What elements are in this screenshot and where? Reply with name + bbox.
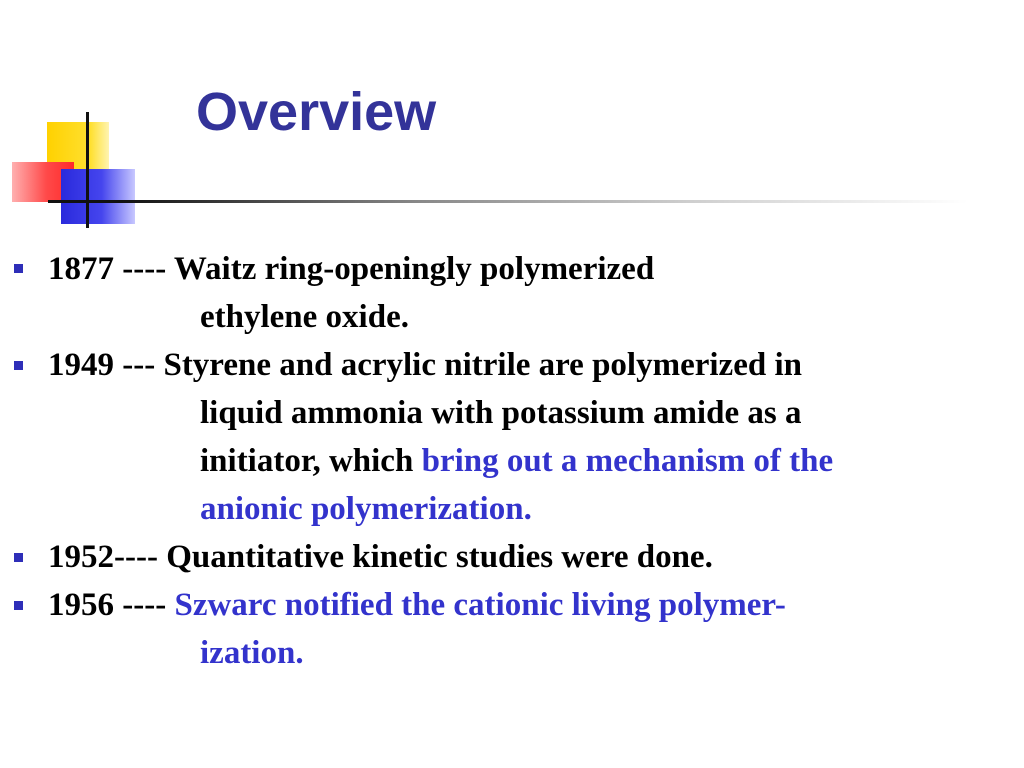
highlighted-text: anionic polymerization. [200, 491, 532, 527]
text-segment: 1949 --- Styrene and acrylic nitrile are polymerized in [48, 347, 802, 383]
text-segment: ethylene oxide. [200, 299, 409, 335]
item-1-line-2 [200, 297, 409, 337]
item-2-line-2 [200, 393, 801, 433]
text-segment: 1956 ---- [48, 587, 175, 623]
item-4-line-1 [48, 585, 786, 625]
decorative-logo [0, 0, 160, 240]
square-bullet-icon [14, 361, 23, 370]
highlighted-text: bring out a mechanism of the [421, 443, 834, 479]
item-2-line-3 [200, 441, 833, 481]
slide-title: Overview [196, 82, 437, 142]
square-bullet-icon [14, 264, 23, 273]
text-segment: liquid ammonia with potassium amide as a [200, 395, 802, 431]
text-segment: 1877 ---- Waitz ring-openingly polymerized [48, 251, 655, 287]
highlighted-text: ization. [200, 635, 304, 671]
text-segment: 1952---- Quantitative kinetic studies were done. [48, 539, 713, 575]
text-segment: initiator, which [200, 443, 422, 479]
square-bullet-icon [14, 601, 23, 610]
item-3-line-1 [48, 537, 713, 577]
item-4-line-2 [200, 633, 304, 673]
title-underline [48, 200, 968, 203]
square-bullet-icon [14, 553, 23, 562]
item-2-line-1 [48, 345, 802, 385]
highlighted-text: Szwarc notified the cationic living polymer- [174, 587, 786, 623]
item-2-line-4 [200, 489, 532, 529]
item-1-line-1 [48, 249, 654, 289]
blue-square [61, 169, 135, 224]
vertical-rule [86, 112, 89, 228]
